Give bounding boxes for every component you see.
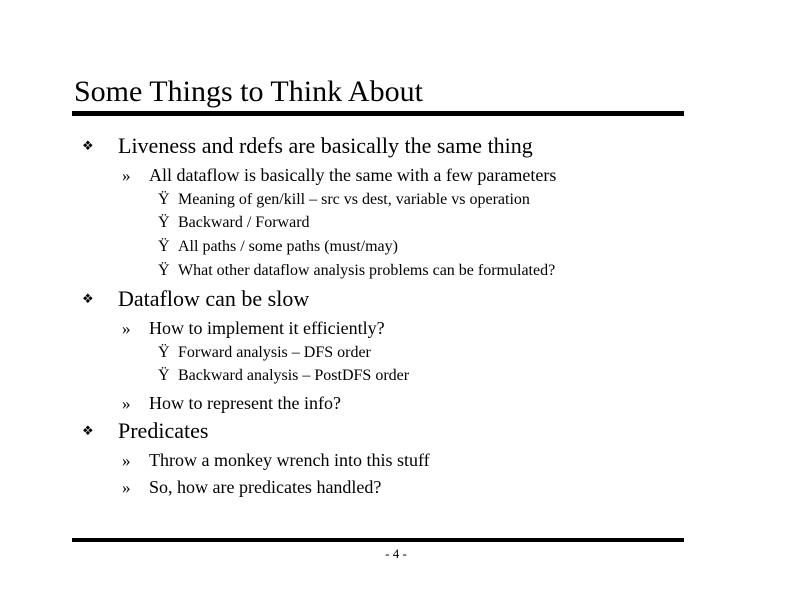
footer-divider — [72, 538, 684, 542]
bullet-text: Liveness and rdefs are basically the same thing — [118, 133, 533, 158]
diamond-bullet-icon: ❖ — [82, 291, 94, 306]
dot-bullet-icon: Ÿ — [158, 238, 170, 255]
sub-bullet-item — [122, 392, 341, 415]
sub-bullet-item — [122, 164, 556, 187]
dot-bullet-icon: Ÿ — [158, 214, 170, 231]
sub-sub-bullet-item — [158, 366, 409, 386]
sub-sub-bullet-text: Backward / Forward — [178, 214, 310, 231]
sub-sub-bullet-text: What other dataflow analysis problems can be formulated? — [178, 262, 556, 279]
guillemet-bullet-icon: » — [122, 478, 131, 497]
guillemet-bullet-icon: » — [122, 166, 131, 185]
diamond-bullet-icon: ❖ — [82, 423, 94, 438]
sub-bullet-text: All dataflow is basically the same with a few parameters — [149, 165, 557, 185]
dot-bullet-icon: Ÿ — [158, 262, 170, 279]
sub-bullet-text: How to represent the info? — [149, 393, 341, 413]
sub-sub-bullet-item — [158, 237, 398, 257]
sub-bullet-text: So, how are predicates handled? — [149, 477, 382, 497]
guillemet-bullet-icon: » — [122, 451, 131, 470]
sub-sub-bullet-item — [158, 190, 530, 210]
sub-sub-bullet-item — [158, 261, 555, 281]
sub-sub-bullet-text: All paths / some paths (must/may) — [178, 238, 398, 255]
dot-bullet-icon: Ÿ — [158, 367, 170, 384]
bullet-item — [82, 286, 309, 312]
guillemet-bullet-icon: » — [122, 394, 131, 413]
sub-sub-bullet-item — [158, 343, 371, 363]
sub-bullet-text: How to implement it efficiently? — [149, 318, 385, 338]
sub-bullet-text: Throw a monkey wrench into this stuff — [149, 450, 430, 470]
diamond-bullet-icon: ❖ — [82, 138, 94, 153]
sub-sub-bullet-text: Meaning of gen/kill – src vs dest, variable vs operation — [178, 191, 530, 208]
sub-bullet-item — [122, 476, 381, 499]
dot-bullet-icon: Ÿ — [158, 344, 170, 361]
bullet-text: Dataflow can be slow — [118, 286, 310, 311]
slide-title: Some Things to Think About — [74, 75, 423, 108]
bullet-text: Predicates — [118, 418, 209, 443]
page-number: - 4 - — [385, 546, 407, 561]
sub-sub-bullet-text: Forward analysis – DFS order — [178, 344, 371, 361]
title-divider — [72, 111, 684, 116]
bullet-item — [82, 133, 533, 159]
sub-bullet-item — [122, 449, 430, 472]
bullet-item — [82, 418, 208, 444]
sub-sub-bullet-item — [158, 213, 310, 233]
guillemet-bullet-icon: » — [122, 319, 131, 338]
sub-sub-bullet-text: Backward analysis – PostDFS order — [178, 367, 410, 384]
dot-bullet-icon: Ÿ — [158, 191, 170, 208]
sub-bullet-item — [122, 317, 385, 340]
